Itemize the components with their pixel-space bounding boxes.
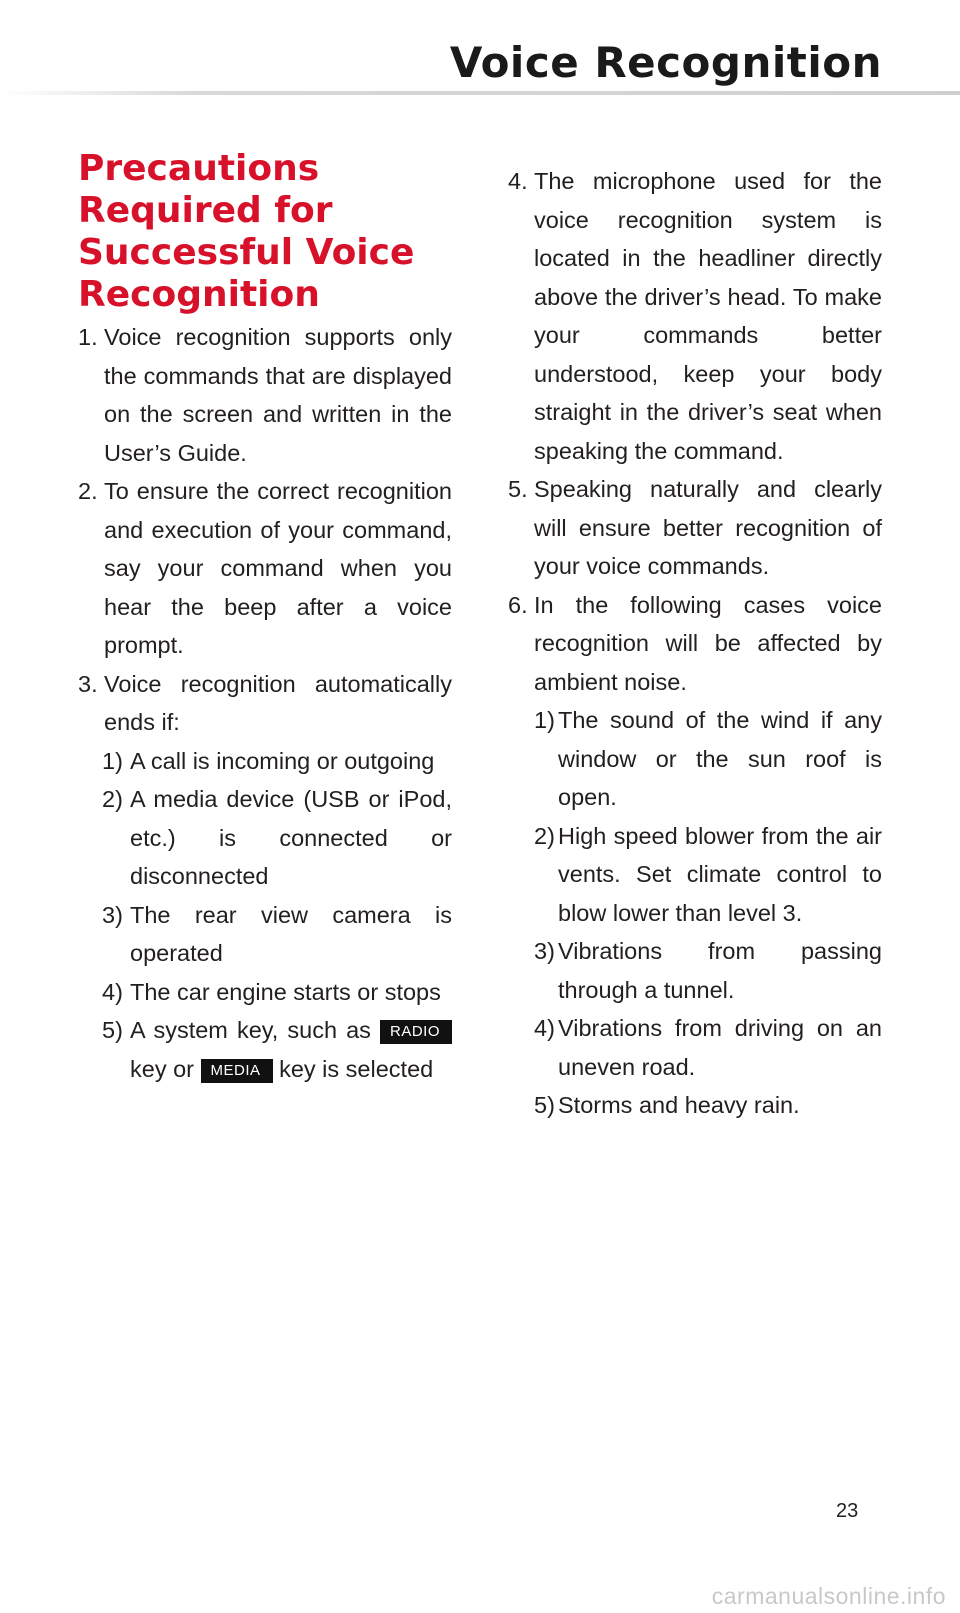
item-number: 6. bbox=[508, 591, 528, 618]
sub-list-item bbox=[78, 973, 452, 1012]
sub-item-number: 1) bbox=[102, 747, 123, 774]
sub-item-text: A system key, such as bbox=[130, 1017, 371, 1043]
item-text: Voice recognition automatically ends if: bbox=[104, 670, 452, 735]
sub-item-text: key is selected bbox=[279, 1055, 434, 1082]
right-column bbox=[508, 162, 882, 1125]
list-item bbox=[508, 586, 882, 702]
item-number: 4. bbox=[508, 168, 528, 194]
item-text: Voice recognition supports only the commands that are displayed on the screen and written in the User’s Guide. bbox=[104, 324, 452, 466]
sub-item-text: The sound of the wind if any window or the sun roof is open. bbox=[558, 707, 882, 810]
sub-item-text: The car engine starts or stops bbox=[130, 978, 441, 1005]
list-item bbox=[508, 162, 882, 470]
sub-item-number: 3) bbox=[534, 938, 555, 964]
page-header-title: Voice Recognition bbox=[449, 38, 882, 87]
sub-item-number: 1) bbox=[534, 707, 555, 733]
sub-item-number: 2) bbox=[102, 786, 123, 812]
item-text: To ensure the correct recognition and execution of your command, say your command when you hear the beep after a voice prompt. bbox=[104, 478, 452, 658]
list-item bbox=[78, 472, 452, 665]
sub-item-number: 4) bbox=[534, 1015, 555, 1041]
list-item bbox=[508, 470, 882, 586]
sub-list-item bbox=[78, 896, 452, 973]
left-column bbox=[78, 318, 452, 1088]
section-title: Precautions Required for Successful Voice Recognition bbox=[78, 148, 415, 315]
sub-item-text: Storms and heavy rain. bbox=[558, 1092, 800, 1118]
sub-item-number: 4) bbox=[102, 978, 123, 1005]
sub-item-text: High speed blower from the air vents. Set climate control to blow lower than level 3. bbox=[558, 822, 882, 926]
sub-list-item bbox=[78, 742, 452, 781]
sub-item-number: 5) bbox=[534, 1092, 555, 1118]
sub-item-number: 5) bbox=[102, 1017, 123, 1043]
sub-item-number: 2) bbox=[534, 822, 555, 849]
item-text: In the following cases voice recognition will be affected by ambient noise. bbox=[534, 591, 882, 695]
sub-item-text: A call is incoming or outgoing bbox=[130, 747, 435, 774]
item-text: Speaking naturally and clearly will ensure better recognition of your voice commands. bbox=[534, 476, 882, 579]
list-item bbox=[78, 665, 452, 742]
sub-item-text: The rear view camera is operated bbox=[130, 901, 452, 966]
media-key-badge: MEDIA bbox=[201, 1059, 273, 1083]
sub-list-item bbox=[508, 701, 882, 817]
sub-item-number: 3) bbox=[102, 901, 123, 928]
item-number: 1. bbox=[78, 324, 98, 350]
sub-list-item bbox=[78, 1011, 452, 1088]
item-number: 5. bbox=[508, 476, 528, 502]
item-number: 3. bbox=[78, 670, 98, 697]
item-text: The microphone used for the voice recognition system is located in the headliner directly above the driver’s head. To make your commands better understood, keep your body straight in the driver’s seat when speaking the command. bbox=[534, 168, 882, 464]
sub-list-item bbox=[508, 817, 882, 933]
sub-list-item bbox=[508, 1009, 882, 1086]
list-item bbox=[78, 318, 452, 472]
sub-list-item bbox=[78, 780, 452, 896]
sub-item-text: Vibrations from passing through a tunnel. bbox=[558, 938, 882, 1003]
sub-item-text: Vibrations from driving on an uneven road. bbox=[558, 1015, 882, 1080]
sub-list-item bbox=[508, 932, 882, 1009]
item-number: 2. bbox=[78, 478, 98, 504]
watermark: carmanualsonline.info bbox=[711, 1583, 946, 1609]
sub-item-text: A media device (USB or iPod, etc.) is connected or disconnected bbox=[130, 786, 452, 889]
sub-item-text: key or bbox=[130, 1055, 194, 1082]
radio-key-badge: RADIO bbox=[380, 1020, 452, 1044]
header-divider bbox=[0, 91, 960, 95]
sub-list-item bbox=[508, 1086, 882, 1125]
page-number: 23 bbox=[836, 1500, 859, 1522]
